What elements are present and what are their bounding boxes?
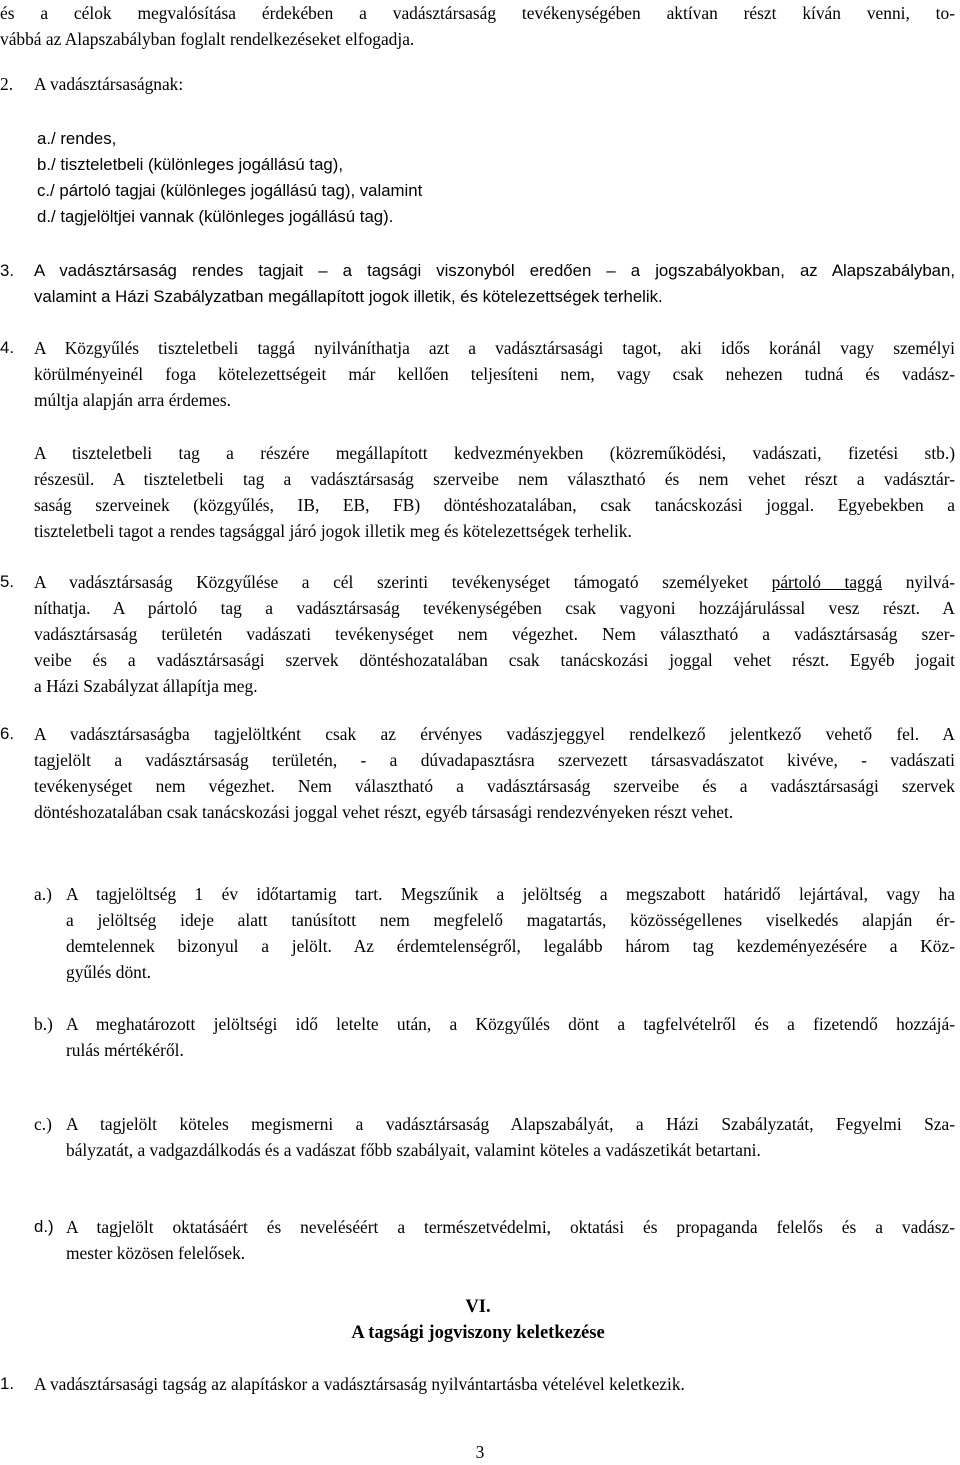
section-title: A tagsági jogviszony keletkezése: [351, 1323, 605, 1343]
list-item: [37, 126, 637, 152]
sub-item-d: [34, 1214, 955, 1266]
paragraph-4-continued: [34, 440, 955, 544]
paragraph-line: körülményeinél foga kötelezettségeit már kellően teljesíteni nem, vagy csak nehezen tudná és vadász-: [34, 364, 955, 384]
paragraph-line: tevékenységet nem végezhet. Nem választható a vadásztársaság szerveibe és a vadásztársasági szervek: [34, 776, 955, 796]
sub-item-c: [34, 1111, 955, 1163]
paragraph-4: [0, 335, 955, 413]
paragraph-line: mester közösen felelősek.: [66, 1243, 246, 1263]
section-heading: [0, 1294, 956, 1346]
sub-item-label: c.): [34, 1114, 52, 1134]
list-item-text: tagjelöltjei vannak (különleges jogállású tag).: [60, 207, 394, 226]
paragraph-line: A meghatározott jelöltségi idő letelte után, a Közgyűlés dönt a tagfelvételről és a fizetendő hozzájá-: [66, 1014, 955, 1034]
paragraph-number: 5.: [0, 572, 14, 591]
sub-item-label: d.): [34, 1217, 54, 1236]
sub-item-label: b.): [34, 1014, 53, 1034]
list-item-label: c./: [37, 181, 55, 200]
list-item-label: d./: [37, 207, 56, 226]
paragraph-line: gyűlés dönt.: [66, 962, 152, 982]
paragraph-line: A tagjelölt köteles megismerni a vadásztársaság Alapszabályát, a Házi Szabályzatát, Fegyelmi Sza-: [66, 1114, 955, 1134]
intro-paragraph: [0, 0, 955, 52]
section-paragraph-1: [0, 1371, 955, 1397]
paragraph-text: nyilvá-: [882, 572, 956, 592]
paragraph-line: részesül. A tiszteletbeli tag a vadásztársaság szerveibe nem választható és nem vehet részt a vadásztár-: [34, 469, 955, 489]
section-number: VI.: [465, 1297, 491, 1317]
paragraph-text: A vadásztársaság Közgyűlése a cél szerinti tevékenységet támogató személyeket: [34, 572, 772, 592]
paragraph-2: [0, 71, 955, 97]
paragraph-number: 3.: [0, 261, 14, 280]
paragraph-line: níthatja. A pártoló tag a vadásztársaság tevékenységében csak vagyoni hozzájárulással vesz részt. A: [34, 598, 955, 618]
paragraph-line: a jelöltség ideje alatt tanúsított nem megfelelő magatartás, közösségellenes viselkedés alapján ér-: [66, 910, 955, 930]
list-item: [37, 178, 637, 204]
sub-item-a: [34, 881, 955, 985]
sub-item-b: [34, 1011, 955, 1063]
paragraph-line: demtelennek bizonyul a jelölt. Az érdemtelenségről, legalább három tag kezdeményezésére a Köz-: [66, 936, 955, 956]
paragraph-3: [0, 258, 955, 310]
paragraph-line: A Közgyűlés tiszteletbeli taggá nyilváníthatja azt a vadásztársasági tagot, aki idős koránál vagy személyi: [34, 338, 955, 358]
paragraph-line: tagjelölt a vadásztársaság területén, - a dúvadapasztásra szervezett társasvadászatot kivéve, - vadászati: [34, 750, 955, 770]
paragraph-6: [0, 721, 955, 825]
list-item-label: a./: [37, 129, 56, 148]
intro-line-2: vábbá az Alapszabályban foglalt rendelkezéseket elfogadja.: [0, 29, 415, 49]
membership-type-list: [37, 126, 637, 230]
paragraph-line: A tagjelölt oktatásáért és neveléséért a természetvédelmi, oktatási és propaganda felelős és a vadász-: [66, 1217, 955, 1237]
paragraph-line: saság szerveinek (közgyűlés, IB, EB, FB) döntéshozatalában, csak tanácskozási joggal. Egyebekben a: [34, 495, 955, 515]
paragraph-5: [0, 569, 955, 699]
paragraph-text: A vadásztársaságnak:: [34, 74, 184, 94]
paragraph-number: 2.: [0, 74, 14, 94]
paragraph-text: A vadásztársasági tagság az alapításkor a vadásztársaság nyilvántartásba vételével keletkezik.: [34, 1374, 685, 1394]
paragraph-line: A tiszteletbeli tag a részére megállapított kedvezményekben (közreműködési, vadászati, fizetési stb.): [34, 443, 955, 463]
paragraph-line: vadásztársaság területén vadászati tevékenységet nem végezhet. Nem választható a vadásztársaság szer-: [34, 624, 955, 644]
page-number: 3: [475, 1442, 485, 1462]
paragraph-line: a Házi Szabályzat állapítja meg.: [34, 676, 258, 696]
paragraph-line: rulás mértékéről.: [66, 1040, 184, 1060]
list-item-text: pártoló tagjai (különleges jogállású tag), valamint: [59, 181, 423, 200]
intro-line-1: és a célok megvalósítása érdekében a vadásztársaság tevékenységében aktívan részt kíván venni, to-: [0, 3, 955, 23]
list-item: [37, 152, 637, 178]
paragraph-line: A tagjelöltség 1 év időtartamig tart. Megszűnik a jelöltség a megszabott határidő lejártával, vagy ha: [66, 884, 955, 904]
paragraph-line: tiszteletbeli tagot a rendes tagsággal járó jogok illetik meg és kötelezettségek terhelik.: [34, 521, 632, 541]
paragraph-line: múltja alapján arra érdemes.: [34, 390, 231, 410]
paragraph-line: A vadásztársaság rendes tagjait – a tagsági viszonyból eredően – a jogszabályokban, az Alapszabályban,: [34, 261, 955, 280]
list-item-label: b./: [37, 155, 56, 174]
paragraph-line: döntéshozatalában csak tanácskozási joggal vehet részt, egyéb társasági rendezvényeken részt vehet.: [34, 802, 734, 822]
paragraph-number: 1.: [0, 1374, 14, 1393]
list-item-text: rendes,: [60, 129, 117, 148]
sub-item-label: a.): [34, 884, 52, 904]
paragraph-number: 4.: [0, 338, 14, 357]
paragraph-line: bályzatát, a vadgazdálkodás és a vadászat főbb szabályait, valamint köteles a vadászetikát betartani.: [66, 1140, 761, 1160]
list-item: [37, 204, 637, 230]
paragraph-line: A vadásztársaságba tagjelöltként csak az érvényes vadászjeggyel rendelkező jelentkező vehető fel. A: [34, 724, 955, 744]
paragraph-number: 6.: [0, 724, 14, 743]
paragraph-line: valamint a Házi Szabályzatban megállapított jogok illetik, és kötelezettségek terhelik.: [34, 287, 663, 306]
underlined-term: pártoló taggá: [771, 572, 883, 592]
paragraph-line: veibe és a vadásztársasági szervek döntéshozatalában csak tanácskozási joggal vehet részt. Egyéb jogait: [34, 650, 955, 670]
list-item-text: tiszteletbeli (különleges jogállású tag),: [60, 155, 343, 174]
paragraph-line: [34, 569, 955, 595]
